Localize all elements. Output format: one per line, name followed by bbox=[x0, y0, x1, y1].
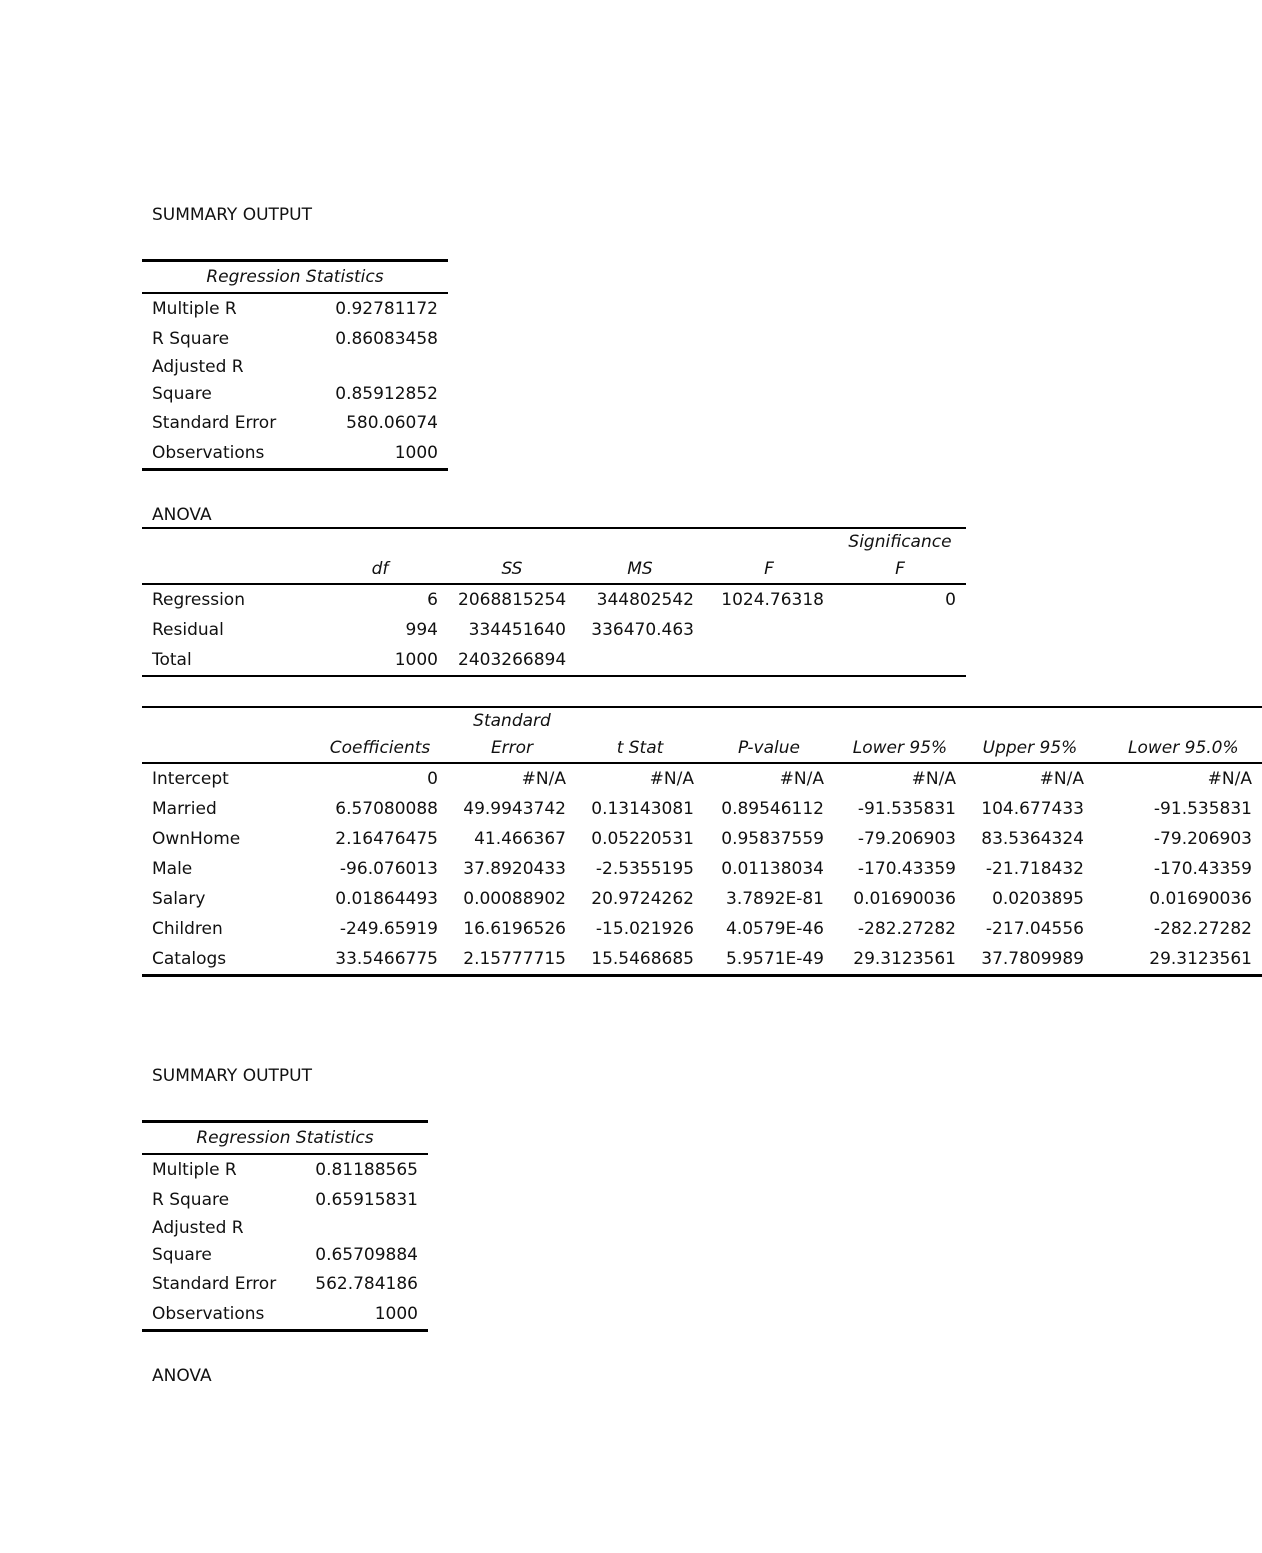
coefficient-cell: 4.0579E-46 bbox=[726, 919, 824, 939]
stat-label: Standard Error bbox=[152, 1274, 277, 1294]
anova-row bbox=[142, 645, 966, 676]
coefficient-cell: -96.076013 bbox=[339, 859, 438, 879]
stat-label: Adjusted R Square bbox=[152, 1218, 244, 1265]
anova-cell bbox=[704, 645, 834, 676]
stat-label: Adjusted R Square bbox=[152, 357, 244, 404]
coefficient-cell: -170.43359 bbox=[857, 859, 956, 879]
anova-cell: 1000 bbox=[312, 645, 448, 676]
coefficient-cell: #N/A bbox=[1039, 769, 1084, 789]
stat-value: 0.92781172 bbox=[335, 299, 438, 319]
stat-value: 0.85912852 bbox=[335, 384, 438, 404]
summary-output-title-2: SUMMARY OUTPUT bbox=[152, 1066, 312, 1086]
coefficient-cell: #N/A bbox=[1207, 769, 1252, 789]
coefficient-variable-name: Intercept bbox=[152, 769, 229, 789]
coefficient-cell: 0.05220531 bbox=[591, 829, 694, 849]
stat-label: R Square bbox=[152, 329, 230, 349]
stat-row bbox=[142, 408, 448, 438]
coefficient-cell: 37.8920433 bbox=[463, 859, 566, 879]
coefficient-cell: 6.57080088 bbox=[335, 799, 438, 819]
coefficients-header-cell: Lower 95.0% bbox=[1094, 707, 1262, 763]
coefficient-cell: 41.466367 bbox=[474, 829, 566, 849]
anova-header-cell: Significance F bbox=[834, 528, 966, 584]
coefficient-cell: -79.206903 bbox=[857, 829, 956, 849]
coefficient-cell: #N/A bbox=[649, 769, 694, 789]
coefficients-header-cell: Lower 95% bbox=[834, 707, 966, 763]
coefficient-variable-name: Children bbox=[152, 919, 223, 939]
coefficients-row bbox=[142, 794, 1262, 824]
coefficient-cell: -249.65919 bbox=[339, 919, 438, 939]
coefficient-cell: 0.01864493 bbox=[335, 889, 438, 909]
anova-header-cell bbox=[142, 528, 312, 584]
anova-cell bbox=[834, 615, 966, 645]
coefficient-cell: 0.01690036 bbox=[1149, 889, 1252, 909]
summary-output-title-1: SUMMARY OUTPUT bbox=[152, 205, 312, 225]
coefficient-cell: 29.3123561 bbox=[1094, 944, 1262, 976]
anova-cell: 1024.76318 bbox=[721, 590, 824, 610]
coefficient-cell: -282.27282 bbox=[1153, 919, 1252, 939]
coefficient-cell: 0.00088902 bbox=[463, 889, 566, 909]
stat-label: Observations bbox=[142, 438, 312, 470]
anova-cell: 0 bbox=[945, 590, 956, 610]
coefficient-variable-name: Catalogs bbox=[142, 944, 312, 976]
stat-row bbox=[142, 324, 448, 354]
stat-value: 0.65709884 bbox=[315, 1245, 418, 1265]
anova-header-cell: SS bbox=[448, 528, 576, 584]
anova-header-cell: df bbox=[312, 528, 448, 584]
anova-cell: 6 bbox=[427, 590, 438, 610]
coefficient-variable-name: Married bbox=[152, 799, 217, 819]
anova-cell bbox=[704, 615, 834, 645]
stat-label: Multiple R bbox=[152, 1160, 237, 1180]
coefficients-body bbox=[142, 763, 1262, 976]
stat-value: 0.65915831 bbox=[315, 1190, 418, 1210]
coefficients-header-cell: Standard Error bbox=[448, 707, 576, 763]
coefficient-cell: 15.5468685 bbox=[576, 944, 704, 976]
anova-header-row bbox=[142, 528, 966, 584]
stat-row bbox=[142, 438, 448, 470]
coefficient-cell: -79.206903 bbox=[1153, 829, 1252, 849]
stat-row bbox=[142, 1215, 428, 1269]
coefficient-cell: 5.9571E-49 bbox=[704, 944, 834, 976]
anova-row bbox=[142, 615, 966, 645]
anova-cell: 334451640 bbox=[468, 620, 566, 640]
stat-label: Standard Error bbox=[152, 413, 277, 433]
anova-cell: Regression bbox=[152, 590, 245, 610]
coefficient-variable-name: OwnHome bbox=[152, 829, 241, 849]
coefficient-cell: -282.27282 bbox=[857, 919, 956, 939]
stat-label: R Square bbox=[152, 1190, 230, 1210]
coefficient-cell: 49.9943742 bbox=[463, 799, 566, 819]
coefficient-cell: 0.0203895 bbox=[992, 889, 1084, 909]
anova-cell: 2403266894 bbox=[448, 645, 576, 676]
coefficients-table bbox=[142, 706, 1262, 977]
stat-label: Observations bbox=[142, 1299, 302, 1331]
coefficient-cell: 2.16476475 bbox=[335, 829, 438, 849]
coefficient-cell: -21.718432 bbox=[985, 859, 1084, 879]
coefficient-cell: 37.7809989 bbox=[966, 944, 1094, 976]
anova-cell: 994 bbox=[405, 620, 438, 640]
coefficient-cell: 0.01138034 bbox=[721, 859, 824, 879]
coefficient-cell: 0 bbox=[427, 769, 438, 789]
anova-cell: 336470.463 bbox=[591, 620, 694, 640]
coefficients-header-cell bbox=[142, 707, 312, 763]
stat-value: 0.81188565 bbox=[315, 1160, 418, 1180]
coefficient-cell: 20.9724262 bbox=[591, 889, 694, 909]
anova-row bbox=[142, 584, 966, 615]
anova-cell bbox=[576, 645, 704, 676]
coefficients-header-row bbox=[142, 707, 1262, 763]
coefficients-header-cell: P-value bbox=[704, 707, 834, 763]
coefficient-cell: 0.13143081 bbox=[591, 799, 694, 819]
coefficients-header-cell: Coefficients bbox=[312, 707, 448, 763]
coefficients-row bbox=[142, 884, 1262, 914]
coefficients-row bbox=[142, 944, 1262, 976]
stat-value: 580.06074 bbox=[346, 413, 438, 433]
stat-row bbox=[142, 1154, 428, 1185]
anova-table bbox=[142, 527, 966, 677]
coefficients-header-cell: Upper 95% bbox=[966, 707, 1094, 763]
coefficient-cell: 16.6196526 bbox=[463, 919, 566, 939]
coefficient-cell: -170.43359 bbox=[1153, 859, 1252, 879]
coefficient-cell: #N/A bbox=[521, 769, 566, 789]
coefficient-cell: 0.01690036 bbox=[853, 889, 956, 909]
coefficient-cell: 0.95837559 bbox=[721, 829, 824, 849]
coefficient-cell: #N/A bbox=[911, 769, 956, 789]
anova-cell: 2068815254 bbox=[458, 590, 567, 610]
coefficient-cell: 3.7892E-81 bbox=[726, 889, 824, 909]
stat-row bbox=[142, 1299, 428, 1331]
coefficients-row bbox=[142, 914, 1262, 944]
stat-row bbox=[142, 293, 448, 324]
stat-row bbox=[142, 354, 448, 408]
coefficient-cell: -91.535831 bbox=[857, 799, 956, 819]
anova-title-1: ANOVA bbox=[152, 505, 212, 525]
coefficient-cell: 33.5466775 bbox=[312, 944, 448, 976]
coefficients-row bbox=[142, 854, 1262, 884]
anova-cell: Total bbox=[142, 645, 312, 676]
stat-value: 1000 bbox=[312, 438, 448, 470]
anova-header-cell: MS bbox=[576, 528, 704, 584]
regression-statistics-table-1 bbox=[142, 259, 448, 471]
coefficient-cell: -91.535831 bbox=[1153, 799, 1252, 819]
stat-row bbox=[142, 1185, 428, 1215]
stat-value: 0.86083458 bbox=[335, 329, 438, 349]
anova-title-2: ANOVA bbox=[152, 1366, 212, 1386]
coefficients-header-cell: t Stat bbox=[576, 707, 704, 763]
stat-row bbox=[142, 1269, 428, 1299]
coefficient-variable-name: Male bbox=[152, 859, 193, 879]
coefficients-row bbox=[142, 763, 1262, 794]
regression-statistics-table-2 bbox=[142, 1120, 428, 1332]
regression-statistics-header: Regression Statistics bbox=[142, 1122, 428, 1155]
stat-label: Multiple R bbox=[152, 299, 237, 319]
stat-value: 562.784186 bbox=[315, 1274, 418, 1294]
stat-value: 1000 bbox=[302, 1299, 428, 1331]
anova-cell: 344802542 bbox=[596, 590, 694, 610]
coefficient-cell: -2.5355195 bbox=[595, 859, 694, 879]
regression-statistics-header: Regression Statistics bbox=[142, 261, 448, 294]
coefficient-cell: #N/A bbox=[779, 769, 824, 789]
coefficient-cell: -15.021926 bbox=[595, 919, 694, 939]
coefficient-cell: 0.89546112 bbox=[721, 799, 824, 819]
anova-cell: Residual bbox=[152, 620, 224, 640]
anova-cell bbox=[834, 645, 966, 676]
coefficients-row bbox=[142, 824, 1262, 854]
coefficient-variable-name: Salary bbox=[152, 889, 206, 909]
coefficient-cell: 104.677433 bbox=[981, 799, 1084, 819]
coefficient-cell: 2.15777715 bbox=[448, 944, 576, 976]
coefficient-cell: -217.04556 bbox=[985, 919, 1084, 939]
coefficient-cell: 29.3123561 bbox=[834, 944, 966, 976]
coefficient-cell: 83.5364324 bbox=[981, 829, 1084, 849]
anova-header-cell: F bbox=[704, 528, 834, 584]
